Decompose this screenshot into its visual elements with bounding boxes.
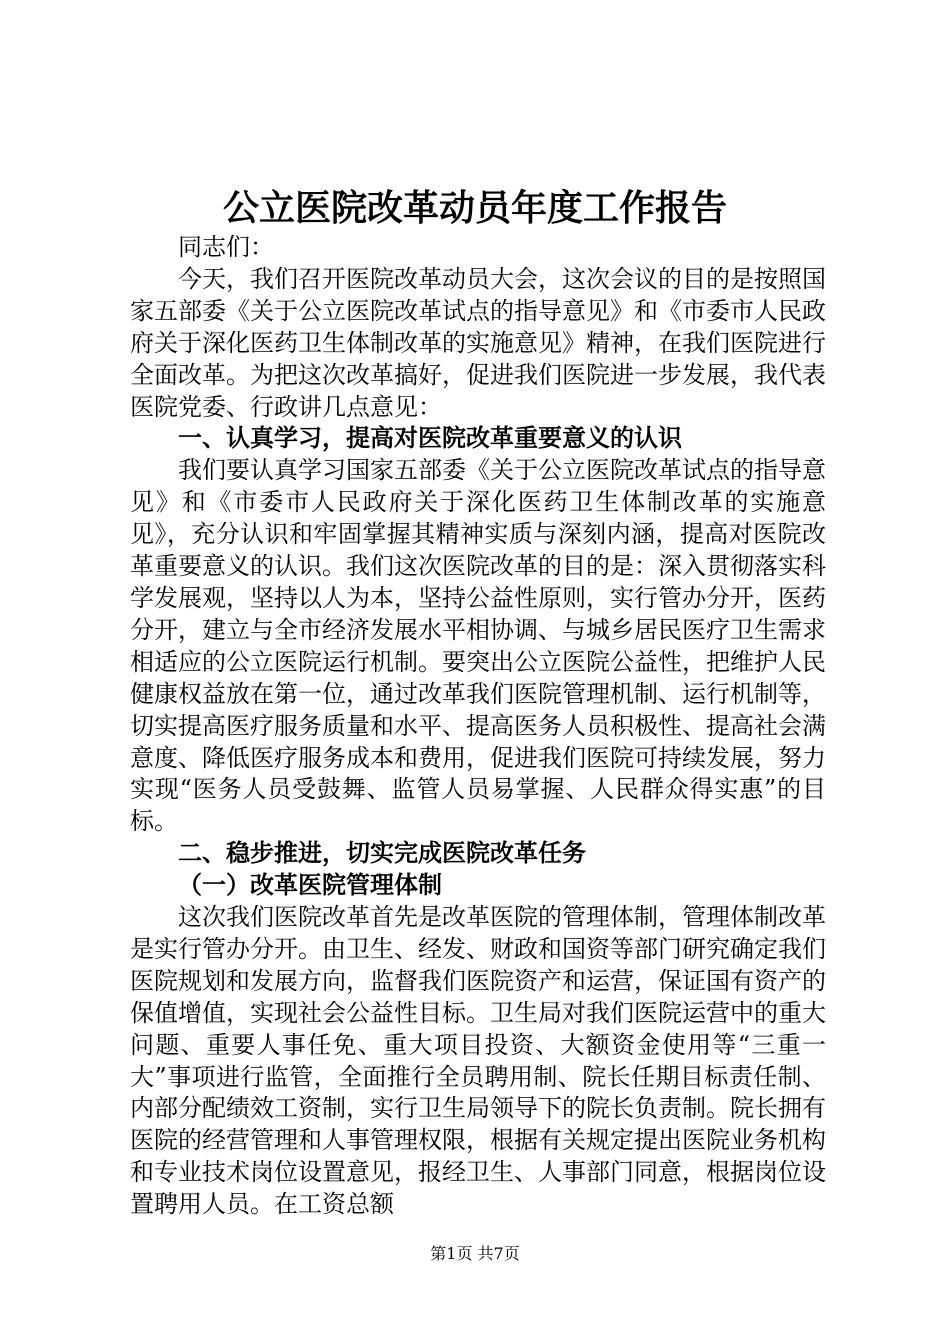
document-title: 公立医院改革动员年度工作报告 (222, 187, 727, 229)
paragraph-intro: 今天，我们召开医院改革动员大会，这次会议的目的是按照国家五部委《关于公立医院改革试点的指导意见》和《市委市人民政府关于深化医药卫生体制改革的实施意见》精神，在我们医院进行全面改革。为把这次改革搞好，促进我们医院进一步发展，我代表医院党委、行政讲几点意见： (130, 264, 826, 421)
page-number-footer: 第1页 共7页 (430, 1244, 520, 1263)
paragraph-subsection-1: 这次我们医院改革首先是改革医院的管理体制，管理体制改革是实行管办分开。由卫生、经发、财政和国资等部门研究确定我们医院规划和发展方向，监督我们医院资产和运营，保证国有资产的保值增值，实现社会公益性目标。卫生局对我们医院运营中的重大问题、重要人事任免、重大项目投资、大额资金使用等“三重一大”事项进行监管，全面推行全员聘用制、院长任期目标责任制、内部分配绩效工资制，实行卫生局领导下的院长负责制。院长拥有医院的经营管理和人事管理权限，根据有关规定提出医院业务机构和专业技术岗位设置意见，报经卫生、人事部门同意，根据岗位设置聘用人员。在工资总额 (130, 903, 826, 1219)
section-heading-2: 二、稳步推进，切实完成医院改革任务 (178, 839, 586, 868)
subsection-heading-1: （一）改革医院管理体制 (178, 871, 442, 900)
paragraph-section-1: 我们要认真学习国家五部委《关于公立医院改革试点的指导意见》和《市委市人民政府关于深化医药卫生体制改革的实施意见》，充分认识和牢固掌握其精神实质与深刻内涵，提高对医院改革重要意义的认识。我们这次医院改革的目的是：深入贯彻落实科学发展观，坚持以人为本，坚持公益性原则，实行管办分开，医药分开，建立与全市经济发展水平相协调、与城乡居民医疗卫生需求相适应的公立医院运行机制。要突出公立医院公益性，把维护人民健康权益放在第一位，通过改革我们医院管理机制、运行机制等，切实提高医疗服务质量和水平、提高医务人员积极性、提高社会满意度、降低医疗服务成本和费用，促进我们医院可持续发展，努力实现“医务人员受鼓舞、监管人员易掌握、人民群众得实惠”的目标。 (130, 456, 826, 836)
section-heading-1: 一、认真学习，提高对医院改革重要意义的认识 (178, 424, 682, 453)
salutation: 同志们： (178, 233, 274, 261)
document-body (130, 232, 826, 1221)
